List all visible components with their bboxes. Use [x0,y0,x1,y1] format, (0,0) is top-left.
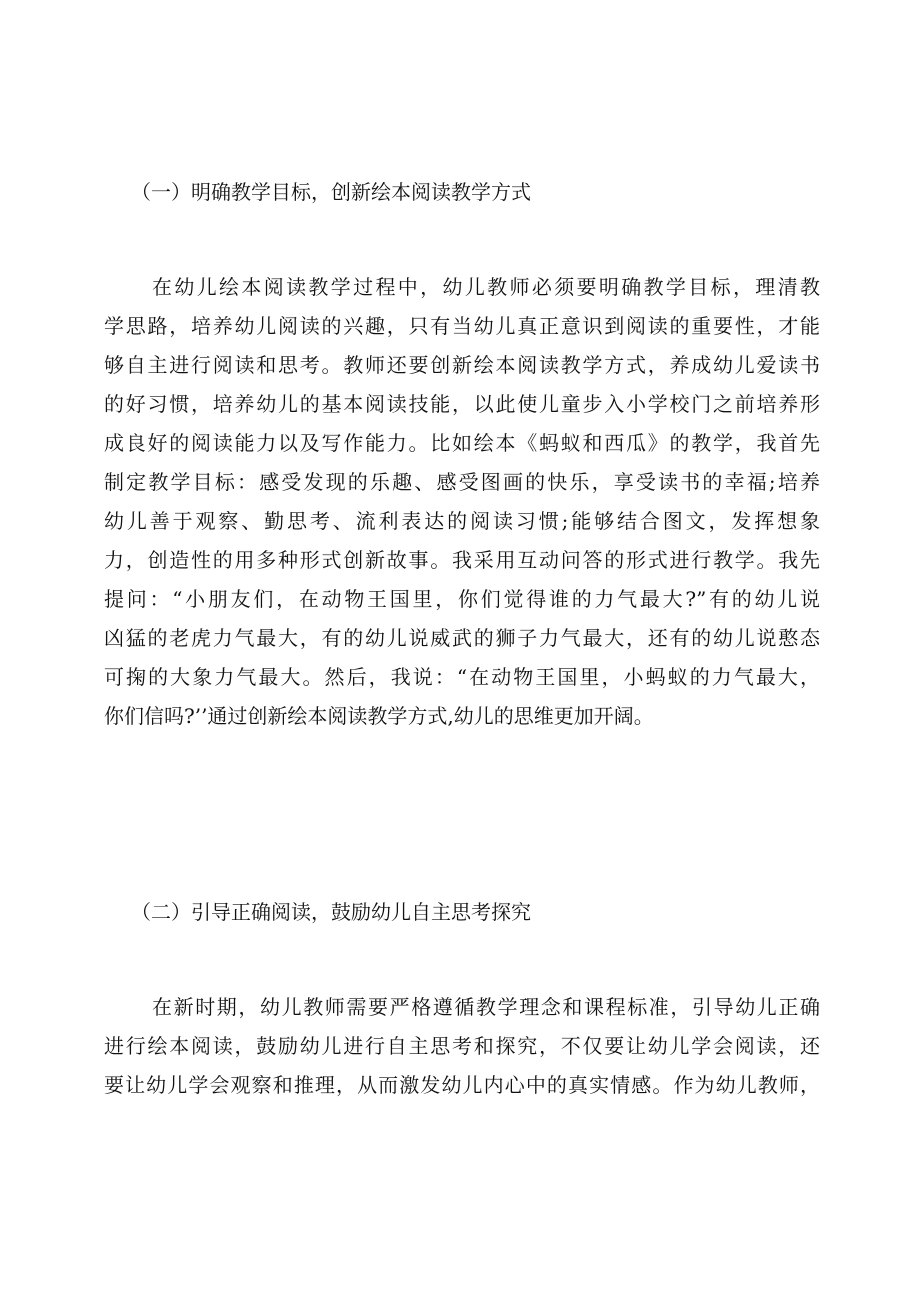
section-paragraph-2 [104,988,820,1105]
paragraph-line: 提问：“小朋友们，在动物王国里，你们觉得谁的力气最大?”有的幼儿说 [104,587,820,611]
paragraph-line: 进行绘本阅读，鼓励幼儿进行自主思考和探究，不仅要让幼儿学会阅读，还 [104,1034,820,1058]
paragraph-line: 成良好的阅读能力以及写作能力。比如绘本《蚂蚁和西瓜》的教学，我首先 [104,431,820,455]
section-heading-2: （二）引导正确阅读，鼓励幼儿自主思考探究 [131,900,531,924]
paragraph-line: 在幼儿绘本阅读教学过程中，幼儿教师必须要明确教学目标，理清教 [152,275,820,299]
paragraph-line: 要让幼儿学会观察和推理，从而激发幼儿内心中的真实情感。作为幼儿教师， [104,1073,820,1097]
paragraph-line: 凶猛的老虎力气最大，有的幼儿说威武的狮子力气最大，还有的幼儿说憨态 [104,626,820,650]
section-paragraph-1 [104,268,820,736]
paragraph-line: 够自主进行阅读和思考。教师还要创新绘本阅读教学方式，养成幼儿爱读书 [104,353,820,377]
paragraph-line: 幼儿善于观察、勤思考、流利表达的阅读习惯;能够结合图文，发挥想象 [104,509,820,533]
paragraph-line: 在新时期，幼儿教师需要严格遵循教学理念和课程标准，引导幼儿正确 [152,995,820,1019]
paragraph-line: 制定教学目标：感受发现的乐趣、感受图画的快乐，享受读书的幸福;培养 [104,470,820,494]
paragraph-line: 力，创造性的用多种形式创新故事。我采用互动问答的形式进行教学。我先 [104,548,820,572]
paragraph-line: 可掬的大象力气最大。然后，我说：“在动物王国里，小蚂蚁的力气最大， [104,665,820,689]
section-heading-1: （一）明确教学目标，创新绘本阅读教学方式 [131,180,531,204]
paragraph-line: 的好习惯，培养幼儿的基本阅读技能，以此使儿童步入小学校门之前培养形 [104,392,820,416]
paragraph-line: 学思路，培养幼儿阅读的兴趣，只有当幼儿真正意识到阅读的重要性，才能 [104,314,820,338]
paragraph-line: 你们信吗?’’通过创新绘本阅读教学方式,幼儿的思维更加开阔。 [104,704,654,728]
